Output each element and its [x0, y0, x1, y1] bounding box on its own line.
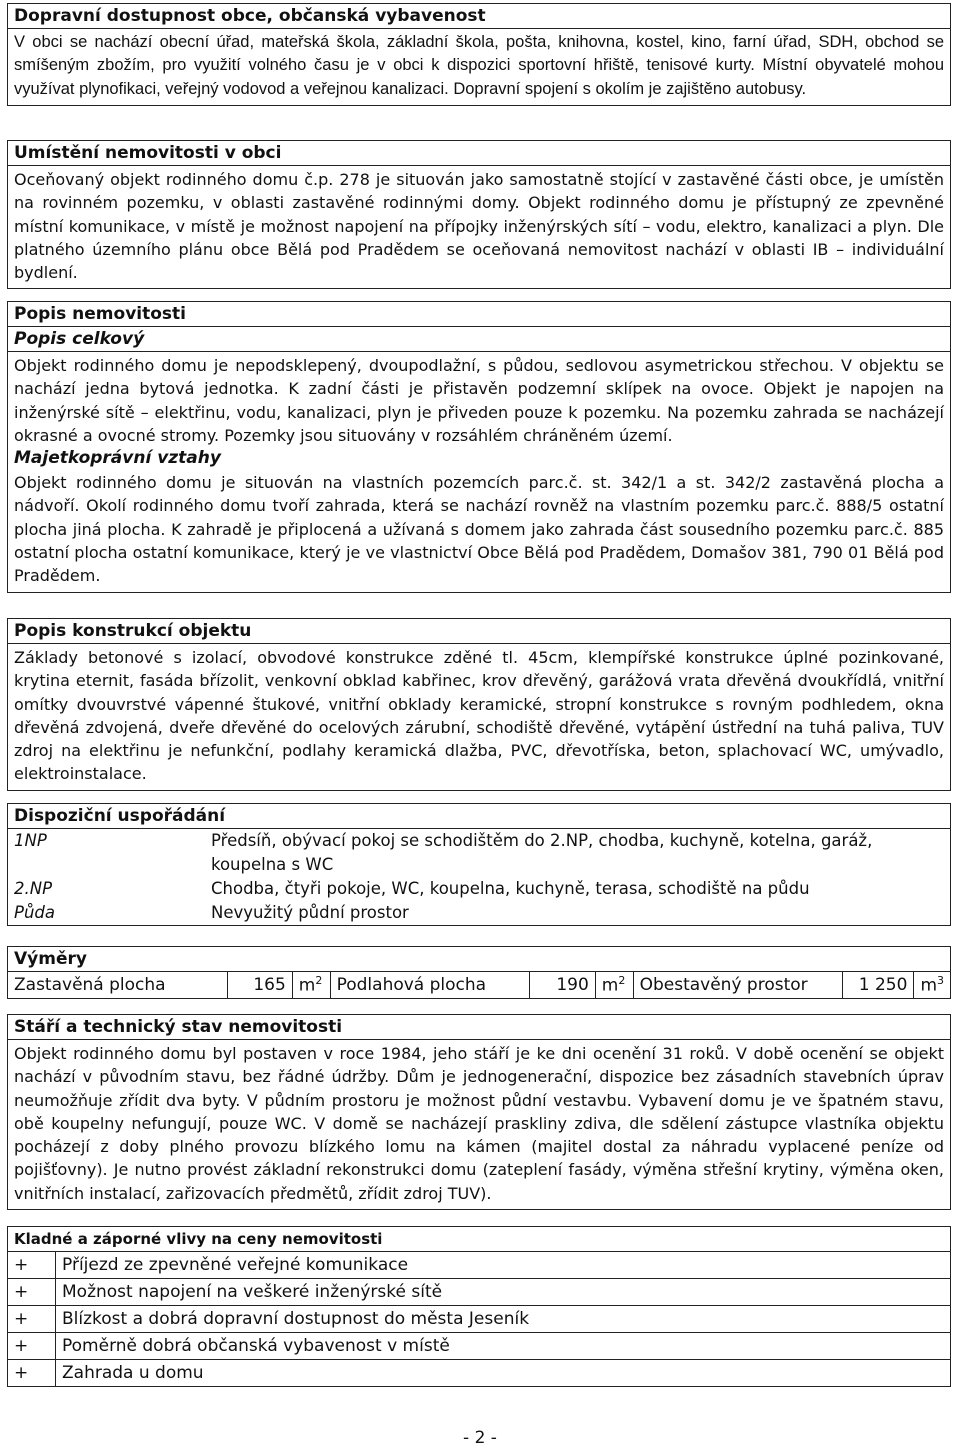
sign: +	[8, 1360, 56, 1387]
obestaveny-unit: $m^3$	[920, 974, 944, 996]
table-row	[8, 1333, 950, 1360]
row-value: Nevyužitý půdní prostor	[211, 903, 409, 922]
item-text: Možnost napojení na veškeré inženýrské sítě	[56, 1279, 951, 1306]
item-text: Poměrně dobrá občanská vybavenost v místě	[56, 1333, 951, 1360]
section-text: V obci se nachází obecní úřad, mateřská škola, základní škola, pošta, knihovna, kostel, kino, farní úřad, SDH, obchod se smíšeným zbožím, pro využití volného času je v obci k dispozici sportovní hřiště, tenisové kurty. Místní obyvatelé mohou využívat plynofikaci, veřejný vodovod a veřejnou kanalizaci. Dopravní spojení s okolím je zajištěno autobusy.	[14, 33, 944, 98]
item-text: Blízkost a dobrá dopravní dostupnost do města Jeseník	[56, 1306, 951, 1333]
section-title: Kladné a záporné vlivy na ceny nemovitosti	[8, 1227, 950, 1252]
zastavena-label: Zastavěná plocha	[8, 972, 227, 998]
section-text: Objekt rodinného domu je situován na vlastních pozemcích parc.č. st. 342/1 a st. 342/2 zastavěná plocha a nádvoří. Okolí rodinného domu tvoří zahrada, která se nachází rovněž na vlastním pozemku parc.č. 888/5 ostatní plocha jiná plocha. K zahradě je připlocená a užívaná s domem jako zahrada část sousedního pozemku parc.č. 885 ostatní plocha ostatní komunikace, který je ve vlastnictví Obce Bělá pod Pradědem, Domašov 381, 790 01 Bělá pod Pradědem.	[14, 473, 944, 586]
sign: +	[8, 1279, 56, 1306]
table-row	[8, 1360, 950, 1387]
subsection-title: Majetkoprávní vztahy	[14, 448, 221, 469]
obestaveny-value: 1 250	[842, 972, 914, 998]
section-title: Popis konstrukcí objektu	[8, 619, 950, 644]
item-text: Příjezd ze zpevněné veřejné komunikace	[62, 1255, 409, 1275]
obestaveny-label: Obestavěný prostor	[633, 972, 842, 998]
table-row	[8, 877, 950, 901]
podlahova-label: Podlahová plocha	[330, 972, 530, 998]
podlahova-unit: $m^2$	[595, 972, 633, 998]
dispozice-table	[8, 829, 950, 925]
section-popis	[7, 301, 951, 593]
sign: +	[8, 1306, 56, 1333]
sign: +	[8, 1252, 56, 1279]
section-title: Dispoziční uspořádání	[8, 804, 950, 829]
zastavena-value: 165	[227, 972, 292, 998]
table-row	[8, 901, 950, 925]
section-text: Základy betonové s izolací, obvodové konstrukce zděné tl. 45cm, klempířské konstrukce úplné pozinkované, krytina eternit, fasáda břízolit, venkovní obklad kabřinec, krov dřevěný, garážová vrata dřevěná dvoukřídlá, vnitřní omítky dvouvrstvé vápenné štukové, vnitřní obklady keramické, stropní konstrukce s rovným podhledem, okna dřevěná zdvojená, dveře dřevěné do ocelových zárubní, schodiště dřevěné, vytápění ústřední na tuhá paliva, TUV zdroj na elektřinu je nefunkční, podlahy keramická dlažba, PVC, dřevotříska, beton, splachovací WC, umývadlo, elektroinstalace.	[14, 648, 944, 784]
row-label: 1NP	[14, 831, 47, 850]
vymery-table	[8, 972, 950, 998]
table-row	[8, 1252, 950, 1279]
row-value: Chodba, čtyři pokoje, WC, koupelna, kuchyně, terasa, schodiště na půdu	[211, 879, 810, 898]
section-text: Oceňovaný objekt rodinného domu č.p. 278 je situován jako samostatně stojící v zastavěné části obce, je umístěn na rovinném pozemku, v oblasti zastavěné rodinnými domy. Objekt rodinného domu je přístupný ze zpevněné místní komunikace, v místě je možnost napojení na přípojky inženýrských sítí – vodu, elektro, kanalizaci a plyn. Dle platného územního plánu obce Bělá pod Pradědem se oceňovaná nemovitost nachází v oblasti IB – individuální bydlení.	[14, 170, 944, 283]
vlivy-table	[8, 1252, 950, 1386]
section-title: Výměry	[8, 947, 950, 972]
section-vlivy	[7, 1226, 951, 1387]
table-row	[8, 1306, 950, 1333]
section-umisteni	[7, 140, 951, 289]
podlahova-value: 190	[530, 972, 595, 998]
section-stari	[7, 1014, 951, 1210]
section-title: Stáří a technický stav nemovitosti	[8, 1015, 950, 1040]
section-dispozice	[7, 803, 951, 926]
row-label: Půda	[14, 903, 55, 922]
section-konstrukce	[7, 618, 951, 791]
table-row	[8, 829, 950, 877]
section-vymery	[7, 946, 951, 999]
sign: +	[8, 1333, 56, 1360]
item-text: Zahrada u domu	[56, 1360, 951, 1387]
section-title: Dopravní dostupnost obce, občanská vybavenost	[8, 4, 950, 29]
section-text: Objekt rodinného domu byl postaven v roce 1984, jeho stáří je ke dni ocenění 31 roků. V době ocenění se objekt nachází v původním stavu, bez řádné údržby. Dům je jednogenerační, dispozice bez zásadních stavebních úprav neumožňuje zřídit dva byty. V půdním prostoru je možnost půdní vestavbu. Vybavení domu je ve špatném stavu, obě koupelny nefungují, pouze WC. V domě se nacházejí praskliny zdiva, dle sdělení zástupce vlastníka objektu pocházejí z doby plného provozu blízkého lomu na kámen (majitel dostal za náhradu vyplacené peníze od pojišťovny). Je nutno provést základní rekonstrukci domu (zateplení fasády, výměna střešní krytiny, výměna oken, vnitřních instalací, zařizovacích předmětů, zřídit zdroj TUV).	[14, 1044, 944, 1203]
page-number: - 2 -	[463, 1428, 497, 1448]
section-title: Popis nemovitosti	[8, 302, 950, 327]
subsection-title: Popis celkový	[8, 327, 950, 352]
zastavena-unit: $m^2$	[292, 972, 330, 998]
row-label: 2.NP	[14, 879, 53, 898]
section-text: Objekt rodinného domu je nepodsklepený, dvoupodlažní, s půdou, sedlovou asymetrickou střechou. V objektu se nachází jedna bytová jednotka. K zadní části je přistavěn podzemní sklípek na ovoce. Objekt je napojen na inženýrské sítě – elektřinu, vodu, kanalizaci, plyn je přiveden pouze k pozemku. Na pozemku zahrada se nacházejí okrasné a ovocné stromy. Pozemky jsou situovány v rozsáhlém chráněném území.	[14, 356, 944, 445]
row-value: Předsíň, obývací pokoj se schodištěm do 2.NP, chodba, kuchyně, kotelna, garáž, koupelna s WC	[211, 831, 873, 874]
section-doprava	[7, 3, 951, 106]
table-row	[8, 972, 950, 998]
section-title: Umístění nemovitosti v obci	[8, 141, 950, 166]
table-row	[8, 1279, 950, 1306]
